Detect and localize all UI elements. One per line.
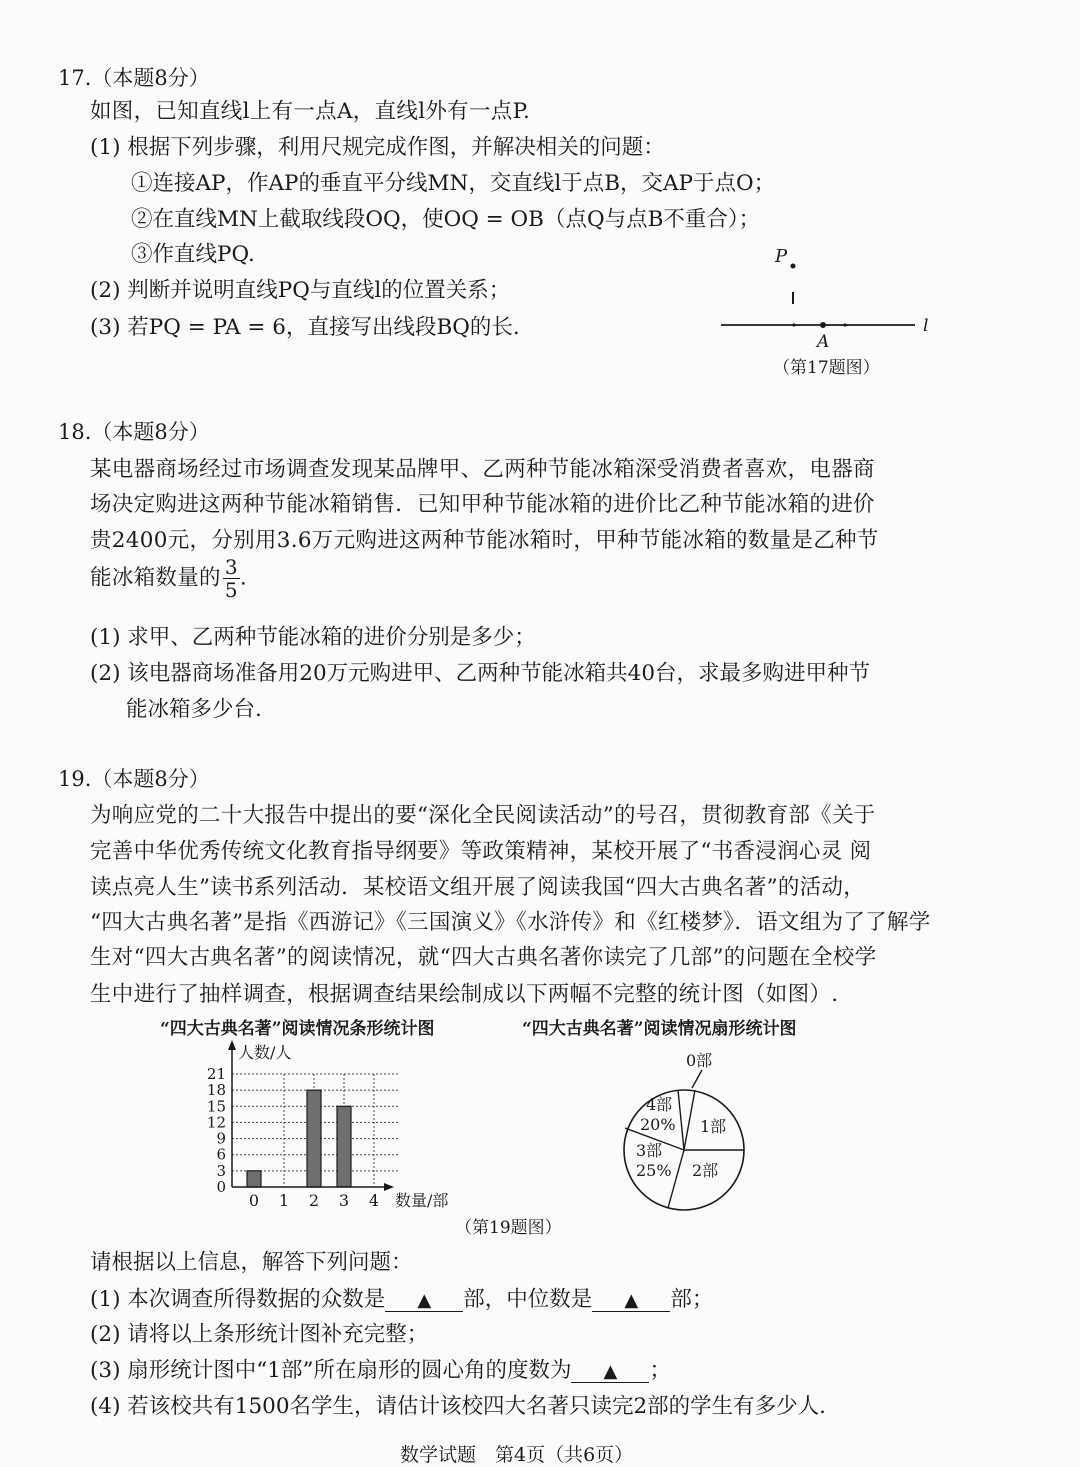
- answer-blank-mode[interactable]: ▲: [385, 1291, 463, 1312]
- bar-3: [337, 1106, 351, 1187]
- q19-part1-a: (1) 本次调查所得数据的众数是: [90, 1287, 386, 1312]
- pie-leader-0: [692, 1070, 702, 1088]
- q17-step2: ②在直线MN上截取线段OQ，使OQ = OB（点Q与点B不重合）；: [131, 207, 761, 232]
- q17-caption: （第17题图）: [773, 358, 880, 378]
- q19-part1-b: 部，中位数是: [463, 1287, 593, 1312]
- x-axis-arrow: [384, 1183, 394, 1191]
- bar-chart-title: “四大古典名著”阅读情况条形统计图: [160, 1019, 435, 1039]
- q17-step1: ①连接AP，作AP的垂直平分线MN，交直线l于点B，交AP于点O；: [131, 171, 776, 196]
- x-tick-label-0: 0: [248, 1191, 260, 1210]
- tick-mark-right: [843, 323, 846, 326]
- q19-part4: (4) 若该校共有1500名学生，请估计该校四大名著只读完2部的学生有多少人.: [90, 1394, 827, 1419]
- pie-divider-0-1: [684, 1090, 695, 1150]
- q18-line3: 贵2400元，分别用3.6万元购进这两种节能冰箱时，甲种节能冰箱的数量是乙种节: [90, 528, 879, 553]
- q17-figure: [715, 240, 945, 385]
- fraction-denominator: 5: [224, 578, 238, 602]
- y-axis-label: 人数/人: [238, 1043, 292, 1062]
- y-tick-label-0: 0: [216, 1178, 226, 1196]
- y-tick-label-3: 3: [216, 1161, 226, 1180]
- bar-2: [307, 1090, 321, 1187]
- y-tick-label-21: 21: [206, 1065, 226, 1083]
- q19-line5: 生对“四大古典名著”的阅读情况，就“四大古典名著你读完了几部”的问题在全校学: [90, 945, 877, 970]
- y-axis-arrow: [228, 1040, 236, 1050]
- pie-percent-3: 25%: [636, 1161, 672, 1180]
- tick-mark-left: [792, 323, 795, 326]
- q18-part2b: 能冰箱多少台.: [126, 697, 262, 722]
- y-tick-label-15: 15: [206, 1097, 226, 1116]
- pie-label-3: 3部: [636, 1141, 663, 1160]
- bar-chart-bars: [247, 1090, 351, 1187]
- point-P: [791, 264, 796, 269]
- q19-part1: [90, 1282, 713, 1313]
- y-tick-label-9: 9: [216, 1129, 226, 1148]
- y-tick-label-18: 18: [206, 1081, 226, 1100]
- pie-label-0: 0部: [686, 1051, 713, 1070]
- pie-label-2: 2部: [692, 1161, 719, 1180]
- x-axis-label: 数量/部: [395, 1191, 449, 1210]
- bar-0: [247, 1171, 261, 1187]
- y-tick-label-12: 12: [206, 1113, 226, 1132]
- q17-part1: (1) 根据下列步骤，利用尺规完成作图，并解决相关的问题：: [90, 135, 665, 160]
- q18-line4-text: 能冰箱数量的: [90, 565, 221, 591]
- q19-line2: 完善中华优秀传统文化教育指导纲要》等政策精神，某校开展了“书香浸润心灵 阅: [90, 839, 872, 864]
- q19-part3-a: (3) 扇形统计图中“1部”所在扇形的圆心角的度数为: [90, 1358, 572, 1383]
- pie-label-4: 4部: [646, 1095, 673, 1114]
- q18-line4-end: .: [239, 565, 247, 591]
- x-tick-label-1: 1: [278, 1191, 290, 1210]
- q18-line1: 某电器商场经过市场调查发现某品牌甲、乙两种节能冰箱深受消费者喜欢，电器商: [90, 457, 875, 482]
- pie-chart: [600, 1040, 780, 1215]
- bar-chart-x-ticks: [249, 1191, 379, 1210]
- q19-part3-b: ；: [649, 1358, 671, 1383]
- q19-line3: 读点亮人生”读书系列活动．某校语文组开展了阅读我国“四大古典名著”的活动，: [90, 875, 866, 900]
- x-tick-label-2: 2: [308, 1191, 320, 1210]
- label-l: l: [923, 316, 929, 336]
- pie-chart-title: “四大古典名著”阅读情况扇形统计图: [522, 1019, 797, 1039]
- pie-label-1: 1部: [700, 1117, 727, 1136]
- answer-blank-angle[interactable]: ▲: [571, 1362, 649, 1383]
- q19-line6: 生中进行了抽样调查，根据调查结果绘制成以下两幅不完整的统计图（如图）.: [90, 982, 839, 1007]
- q19-line1: 为响应党的二十大报告中提出的要“深化全民阅读活动”的号召，贯彻教育部《关于: [90, 803, 876, 828]
- q18-line2: 场决定购进这两种节能冰箱销售．已知甲种节能冰箱的进价比乙种节能冰箱的进价: [90, 492, 875, 517]
- page-footer: 数学试题 第4页（共6页）: [400, 1444, 634, 1466]
- answer-blank-median[interactable]: ▲: [592, 1291, 670, 1312]
- pie-percent-4: 20%: [640, 1115, 676, 1134]
- bar-chart-y-ticks: [207, 1065, 226, 1196]
- q17-intro: 如图，已知直线l上有一点A，直线l外有一点P.: [90, 99, 531, 124]
- q18-heading: 18.（本题8分）: [58, 420, 210, 444]
- q17-heading: 17.（本题8分）: [58, 66, 210, 90]
- q19-line4: “四大古典名著”是指《西游记》《三国演义》《水浒传》和《红楼梦》．语文组为了了解学: [90, 910, 931, 935]
- q18-part2: (2) 该电器商场准备用20万元购进甲、乙两种节能冰箱共40台，求最多购进甲种节: [90, 661, 871, 686]
- label-P: P: [775, 246, 788, 267]
- bar-chart: [180, 1036, 480, 1216]
- y-tick-label-6: 6: [216, 1145, 226, 1164]
- q19-part2: (2) 请将以上条形统计图补充完整；: [90, 1322, 429, 1347]
- x-tick-label-4: 4: [368, 1191, 380, 1210]
- fraction-numerator: 3: [224, 555, 238, 579]
- q19-ask: 请根据以上信息，解答下列问题：: [90, 1250, 413, 1275]
- q18-line4: [90, 556, 247, 601]
- pie-divider-4-0: [678, 1090, 684, 1150]
- q19-part1-c: 部；: [670, 1287, 714, 1312]
- q19-heading: 19.（本题8分）: [58, 767, 210, 791]
- q17-step3: ③作直线PQ.: [131, 242, 255, 267]
- q18-part1: (1) 求甲、乙两种节能冰箱的进价分别是多少；: [90, 625, 536, 650]
- q19-caption: （第19题图）: [455, 1218, 562, 1238]
- q19-part3: [90, 1353, 671, 1384]
- fraction-three-fifths: [223, 556, 240, 601]
- point-A: [820, 322, 826, 328]
- label-A: A: [817, 332, 830, 352]
- q17-part2: (2) 判断并说明直线PQ与直线l的位置关系；: [90, 278, 511, 303]
- x-tick-label-3: 3: [338, 1191, 350, 1210]
- q17-part3: (3) 若PQ = PA = 6，直接写出线段BQ的长.: [90, 315, 520, 340]
